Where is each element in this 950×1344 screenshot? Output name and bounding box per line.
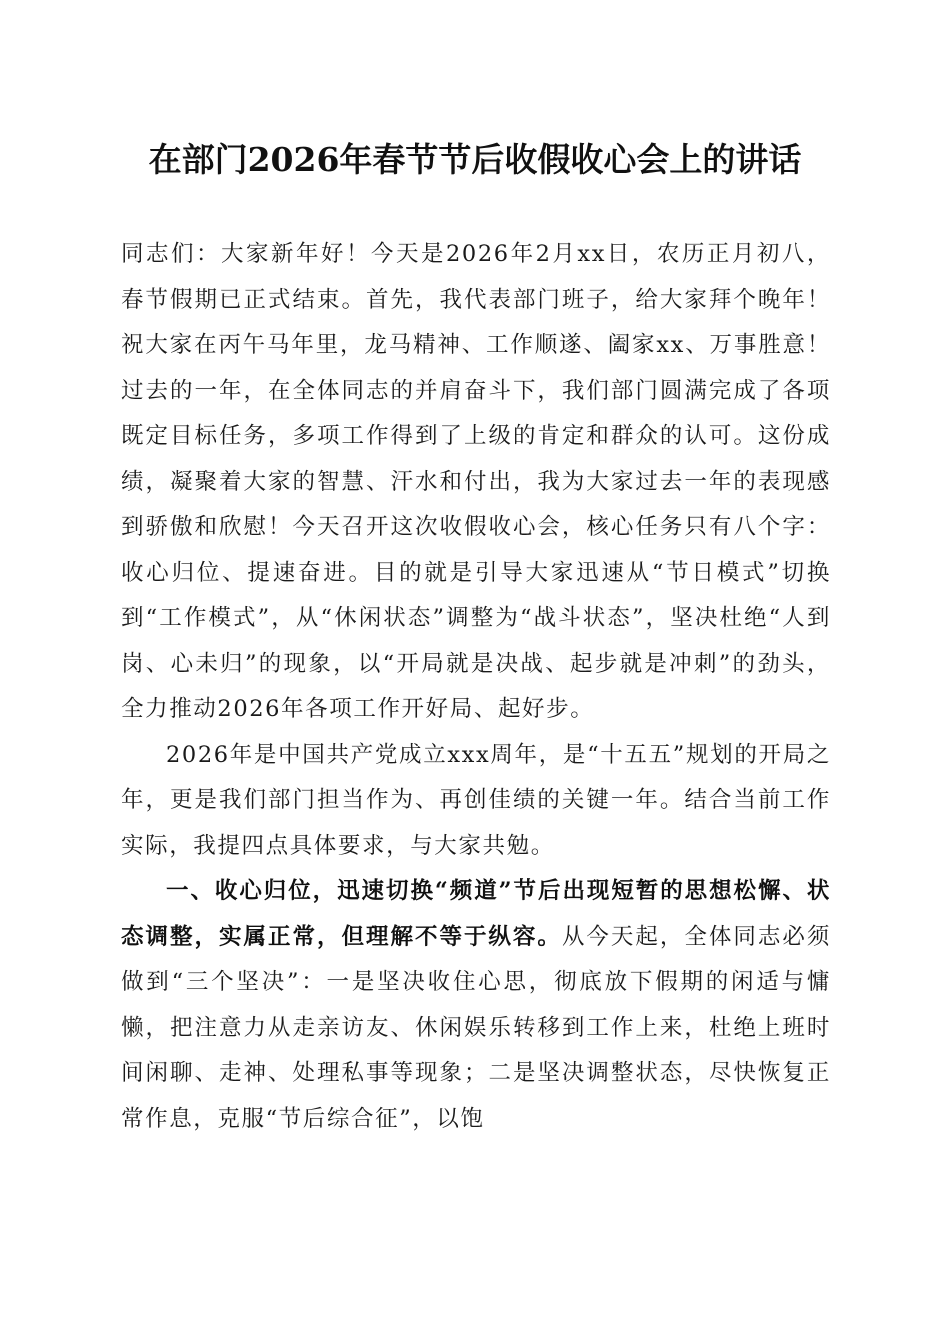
paragraph-point-one-body: 从今天起，全体同志必须做到“三个坚决”：一是坚决收住心思，彻底放下假期的闲适与慵懒，把注意力从走亲访友、休闲娱乐转移到工作上来，杜绝上班时间闲聊、走神、处理私事等现象；二是坚决调整状态，尽快恢复正常作息，克服“节后综合征”，以饱 [121, 923, 831, 1132]
paragraph-point-one [121, 869, 831, 1142]
paragraph-point-one-heading: 一、收心归位，迅速切换“频道”节后出现短暂的思想松懈、状态调整，实属正常，但理解不等于纵容。 [121, 878, 831, 950]
document-title: 在部门2026年春节节后收假收心会上的讲话 [148, 140, 802, 179]
paragraph-greeting: 同志们：大家新年好！今天是2026年2月xx日，农历正月初八，春节假期已正式结束。首先，我代表部门班子，给大家拜个晚年！祝大家在丙午马年里，龙马精神、工作顺遂、阖家xx、万事胜意！过去的一年，在全体同志的并肩奋斗下，我们部门圆满完成了各项既定目标任务，多项工作得到了上级的肯定和群众的认可。这份成绩，凝聚着大家的智慧、汗水和付出，我为大家过去一年的表现感到骄傲和欣慰！今天召开这次收假收心会，核心任务只有八个字：收心归位、提速奋进。目的就是引导大家迅速从“节日模式”切换到“工作模式”，从“休闲状态”调整为“战斗状态”，坚决杜绝“人到岗、心未归”的现象，以“开局就是决战、起步就是冲刺”的劲头，全力推动2026年各项工作开好局、起好步。 [121, 241, 831, 722]
paragraph-intro: 2026年是中国共产党成立xxx周年，是“十五五”规划的开局之年，更是我们部门担当作为、再创佳绩的关键一年。结合当前工作实际，我提四点具体要求，与大家共勉。 [121, 741, 831, 859]
document-body [121, 232, 831, 1142]
